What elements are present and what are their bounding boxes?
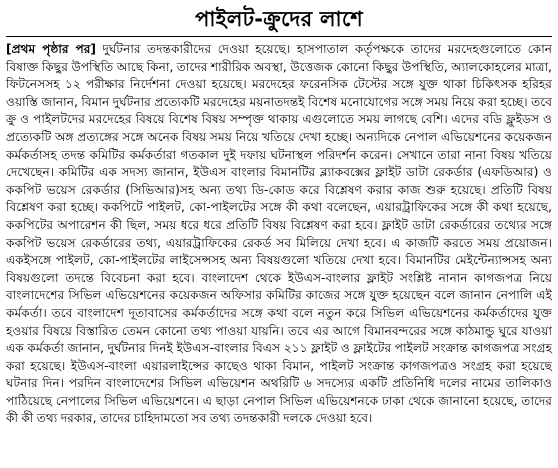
- article-body: [6, 41, 552, 428]
- article-body-text: দুর্ঘটনার তদন্তকারীদের দেওয়া হয়েছে। হাসপাতাল কর্তৃপক্ষকে তাদের মরদেহগুলোতে কোন বিষাক্ত কিছুর উপস্থিতি আছে কিনা, তাদের শারীরিক অবস্থা, উত্তেজক কোনো কিছুর উপস্থিতি, অ্যালকোহলের মাত্রা, ফিটনেসসহ ১২ পরীক্ষার নির্দেশনা দেওয়া হয়েছে। মরদেহের ফরেনসিক টেস্টের সঙ্গে যুক্ত থাকা চিকিৎসক হরিহর ওয়াস্তি জানান, বিমান দুর্ঘটনার প্রত্যেকটি মরদেহের ময়নাতদন্তই বিশেষ মনোযোগের সঙ্গে সময় নিয়ে করা হচ্ছে। তবে ক্রু ও পাইলটদের মরদেহের বিষয়ে বিশেষ বিষয় সম্পৃক্ত থাকায় এগুলোতে সময় লাগছে বেশি। এদের বডি ফ্লুইডস ও প্রত্যেকটি অঙ্গ প্রত্যঙ্গের সঙ্গে অনেক বিষয় সময় নিয়ে খতিয়ে দেখা হচ্ছে। অন্যদিকে নেপাল এভিয়েশনের কয়েকজন কর্মকর্তাসহ তদন্ত কমিটির কর্মকর্তারা গতকাল দুই দফায় ঘটনাস্থল পরিদর্শন করেন। সেখানে তারা নানা বিষয় খতিয়ে দেখেছেন। কমিটির এক সদস্য জানান, ইউএস বাংলার বিমানটির ব্ল্যাকবক্সের ফ্লাইট ডাটা রেকর্ডার (এফডিআর) ও ককপিট ভয়েস রেকর্ডার (সিভিআর)সহ অন্য তথ্য ডি-কোড করে বিশ্লেষণ করার কাজ শুরু হয়েছে। প্রতিটি বিষয় বিশ্লেষণ করা হচ্ছে। ককপিটে পাইলট, কো-পাইলটের সঙ্গে কী কথা বলেছেন, এয়ারট্রাফিকের সঙ্গে কী কথা হয়েছে, ককপিটের অপারেশন কী ছিল, সময় ধরে ধরে প্রতিটি বিষয় বিশ্লেষণ করা হবে। ফ্লাইট ডাটা রেকর্ডারের তথ্যের সঙ্গে ককপিট ভয়েস রেকর্ডারের তথ্য, এয়ারট্রাফিকের রেকর্ড সব মিলিয়ে দেখা হবে। এ কাজটি করতে সময় প্রয়োজন। একইসঙ্গে পাইলট, কো-পাইলটের লাইসেন্সসহ অন্য বিষয়গুলো খতিয়ে দেখা হবে। বিমানটির মেইন্টেন্যান্সসহ অন্য বিষয়গুলো তদন্তে বিবেচনা করা হবে। বাংলাদেশ থেকে ইউএস-বাংলার ফ্লাইট সংশ্লিষ্ট নানান কাগজপত্র নিয়ে বাংলাদেশের সিভিল এভিয়েশনের কয়েকজন অফিসার কমিটির কাজের সঙ্গে যুক্ত হয়েছেন বলে জানান নেপালি এই কর্মকর্তা। তবে বাংলাদেশ দূতাবাসের কর্মকর্তাদের সঙ্গে কথা বলে নতুন করে সিভিল এভিয়েশনের কর্মকর্তাদের যুক্ত হওয়ার বিষয়ে বিস্তারিত তেমন কোনো তথ্য পাওয়া যায়নি। তবে এর আগে বিমানবন্দরের সঙ্গে কাঠমান্ডু ঘুরে যাওয়া এক কর্মকর্তা জানান, দুর্ঘটনার দিনই ইউএস-বাংলার বিএস ২১১ ফ্লাইট ও ফ্লাইটের পাইলট সংক্রান্ত কাগজপত্র সংগ্রহ করা হয়েছে। ইউএস-বাংলা এয়ারলাইন্সের কাছেও থাকা বিমান, পাইলট সংক্রান্ত কাগজপত্রও সংগ্রহ করা হয়েছে ঘটনার দিন। পরদিন বাংলাদেশের সিভিল এভিয়েশন অথরিটি ৬ সদস্যের একটি প্রতিনিধি দলের নামের তালিকাও পাঠিয়েছে নেপালের সিভিল এভিয়েশনে। এ ছাড়া নেপাল সিভিল এভিয়েশনকে ঢাকা থেকে জানানো হয়েছে, তাদের কী কী তথ্য দরকার, তাদের চাহিদামতো সব তথ্য তদন্তকারী দলকে দেওয়া হবে।: [6, 42, 553, 426]
- continued-from-label: [প্রথম পৃষ্ঠার পর]: [6, 42, 97, 56]
- headline-rule: [6, 36, 552, 37]
- article-headline: পাইলট-ক্রুদের লাশে: [195, 7, 363, 31]
